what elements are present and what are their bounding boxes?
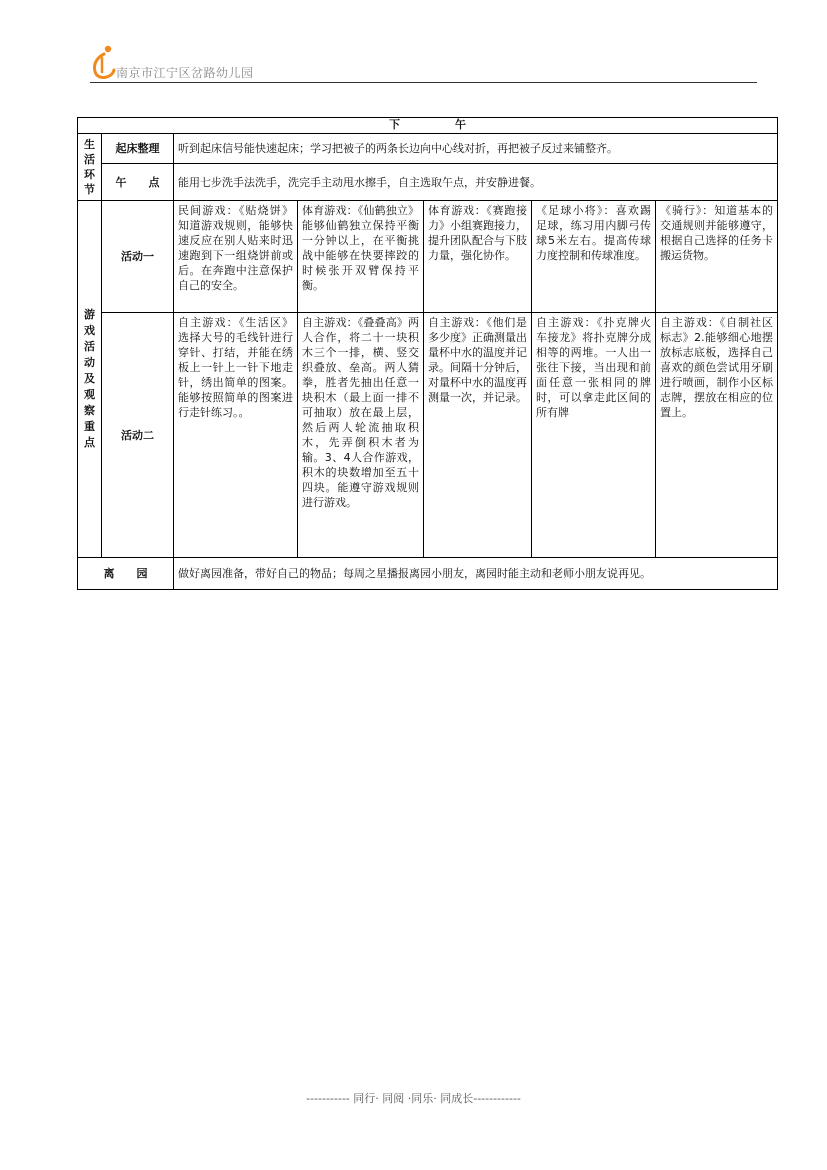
activity1-cell: 体育游戏：《赛跑接力》小组赛跑接力，提升团队配合与下肢力量，强化协作。 (424, 201, 532, 313)
header-divider (90, 82, 757, 83)
leave-content: 做好离园准备，带好自己的物品；每周之星播报离园小朋友，离园时能主动和老师小朋友说再见。 (174, 558, 778, 590)
activity1-cell: 《足球小将》：喜欢踢足球，练习用内脚弓传球5米左右。提高传球力度控制和传球准度。 (532, 201, 656, 313)
wakeup-label: 起床整理 (102, 134, 174, 164)
life-section-label: 生活环节 (78, 134, 102, 201)
activity2-cell: 自主游戏：《叠叠高》两人合作，将二十一块积木三个一排，横、竖交织叠放、垒高。两人猜拳，胜者先抽出任意一块积木（最上面一排不可抽取）放在最上层，然后两人轮流抽取积木，先弄倒积木者为输。3、4人合作游戏，积木的块数增加至五十四块。能遵守游戏规则进行游戏。 (298, 313, 424, 558)
schedule-table (77, 117, 778, 590)
school-name: 南京市江宁区岔路幼儿园 (116, 66, 254, 80)
activity2-label: 活动二 (102, 313, 174, 558)
activity2-cell: 自主游戏：《他们是多少度》正确测量出量杯中水的温度并记录。间隔十分钟后，对量杯中水的温度再测量一次，并记录。 (424, 313, 532, 558)
page-header (90, 44, 757, 84)
activity1-label: 活动一 (102, 201, 174, 313)
page-footer: ----------- 同行· 同阅 ·同乐· 同成长------------ (306, 1092, 521, 1105)
activity1-cell: 《骑行》：知道基本的交通规则并能够遵守，根据自己选择的任务卡搬运货物。 (656, 201, 778, 313)
activity1-cell: 体育游戏：《仙鹤独立》能够仙鹤独立保持平衡一分钟以上，在平衡挑战中能够在快要摔跤的时候张开双臂保持平衡。 (298, 201, 424, 313)
activity2-cell: 自主游戏：《生活区》选择大号的毛线针进行穿针、打结，并能在绣板上一针上一针下地走针，绣出简单的图案。能够按照简单的图案进行走针练习。。 (174, 313, 298, 558)
snack-label: 午 点 (102, 164, 174, 201)
game-section-label: 游戏活动及观察重点 (78, 201, 102, 558)
activity2-cell: 自主游戏：《自制社区标志》2.能够细心地摆放标志底板，选择自己喜欢的颜色尝试用牙刷进行喷画，制作小区标志牌，摆放在相应的位置上。 (656, 313, 778, 558)
activity2-cell: 自主游戏：《扑克牌火车接龙》将扑克牌分成相等的两堆。一人出一张往下接，当出现和前面任意一张相同的牌时，可以拿走此区间的所有牌 (532, 313, 656, 558)
snack-content: 能用七步洗手法洗手，洗完手主动甩水擦手，自主选取午点，并安静进餐。 (174, 164, 778, 201)
afternoon-title: 下 午 (78, 118, 778, 134)
wakeup-content: 听到起床信号能快速起床；学习把被子的两条长边向中心线对折，再把被子反过来铺整齐。 (174, 134, 778, 164)
leave-label: 离 园 (78, 558, 174, 590)
activity1-cell: 民间游戏：《贴烧饼》知道游戏规则，能够快速反应在别人贴来时迅速跑到下一组烧饼前或后。在奔跑中注意保护自己的安全。 (174, 201, 298, 313)
